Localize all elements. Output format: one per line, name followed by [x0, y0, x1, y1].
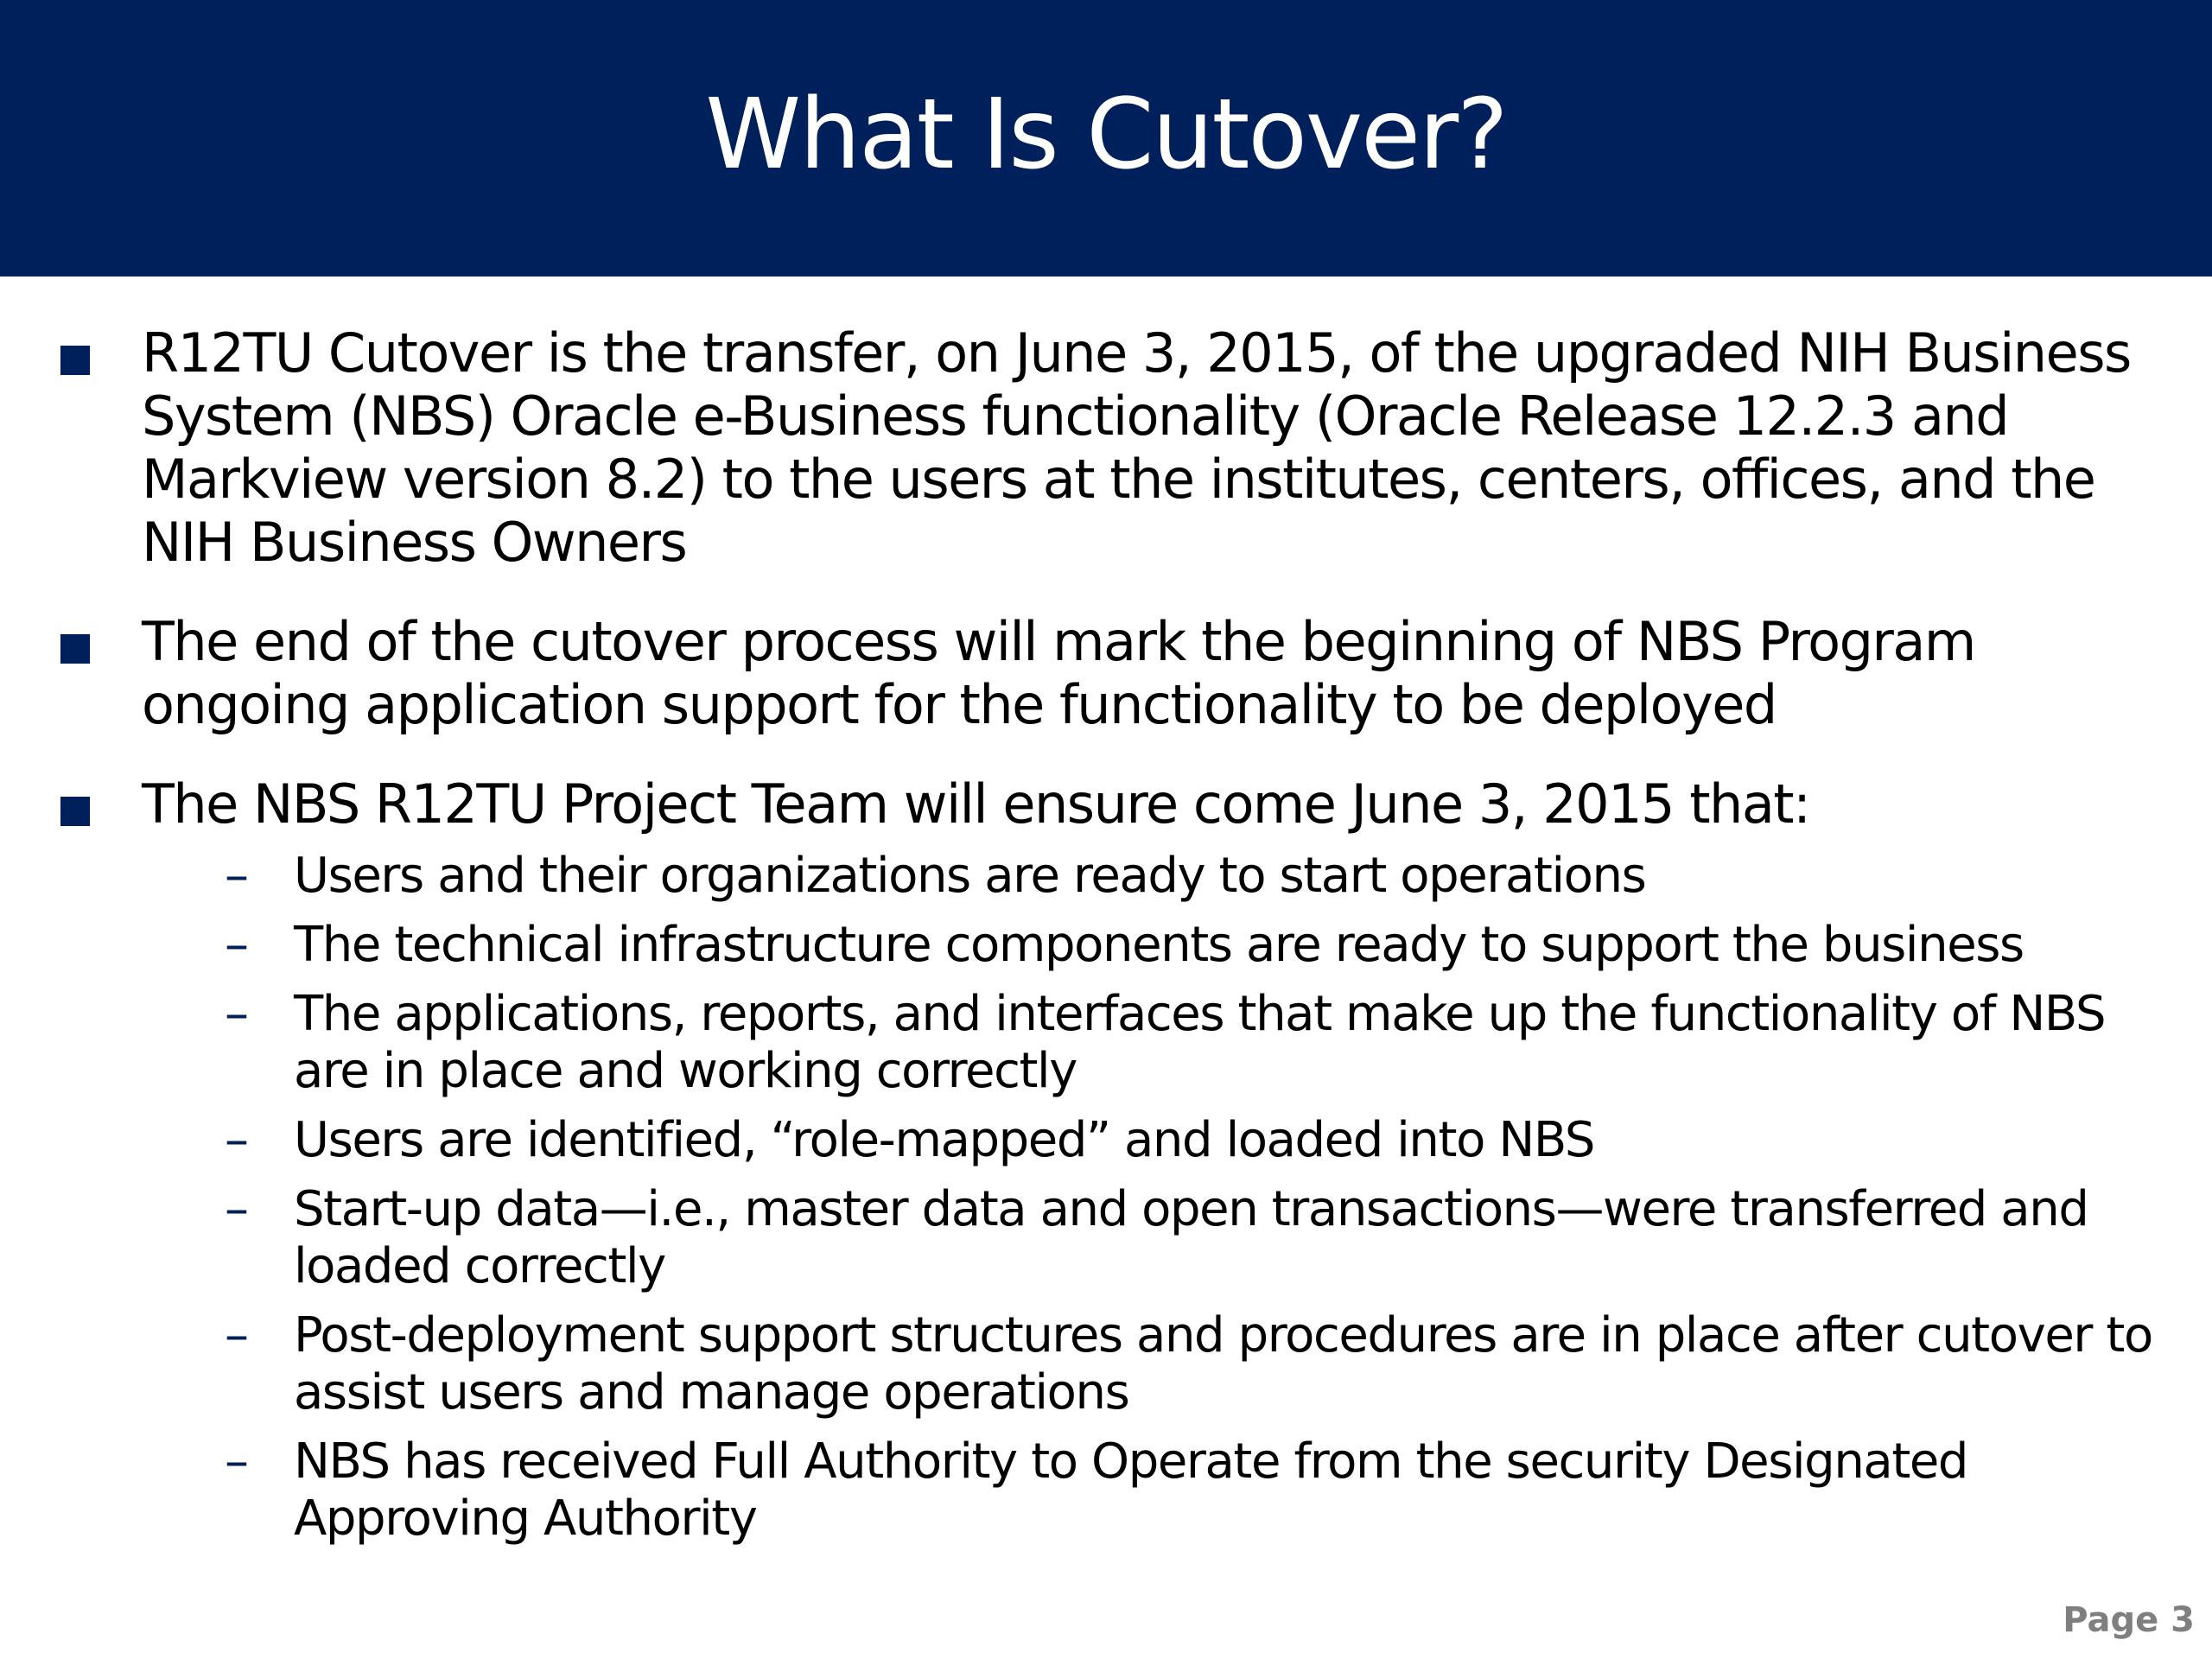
slide-header [0, 0, 2212, 276]
dash-bullet-icon: – [225, 848, 249, 904]
sub-bullet-item [164, 1433, 2169, 1548]
dash-bullet-icon: – [225, 1112, 249, 1168]
sub-bullet-text: Users are identified, “role-mapped” and loaded into NBS [294, 1112, 1595, 1168]
sub-bullet-item [164, 848, 2169, 905]
sub-bullet-item [164, 986, 2169, 1100]
bullet-text: The end of the cutover process will mark the beginning of NBS Program ongoing application support for the functionality to be deployed [142, 610, 1975, 736]
square-bullet-icon [60, 346, 90, 375]
bullet-text: R12TU Cutover is the transfer, on June 3, 2015, of the upgraded NIH Business System (NBS) Oracle e-Business functionality (Oracle Release 12.2.3 and Markview version 8.2) to the users at the institutes, centers, offices, and the NIH Business Owners [142, 321, 2131, 574]
dash-bullet-icon: – [225, 1181, 249, 1237]
slide-content [60, 321, 2169, 1561]
sub-bullet-item [164, 917, 2169, 974]
bullet-item [60, 610, 2169, 736]
bullet-item [60, 772, 2169, 836]
square-bullet-icon [60, 634, 90, 664]
sub-bullet-item [164, 1181, 2169, 1295]
sub-bullet-text: The technical infrastructure components are ready to support the business [294, 917, 2024, 973]
sub-bullet-text: Start-up data—i.e., master data and open transactions—were transferred and loaded correctly [294, 1181, 2088, 1294]
bullet-text: The NBS R12TU Project Team will ensure come June 3, 2015 that: [142, 772, 1810, 836]
bullet-item [60, 321, 2169, 574]
page-number: Page 3 [2063, 1600, 2195, 1640]
sub-bullet-text: Users and their organizations are ready to start operations [294, 848, 1646, 904]
sub-bullet-text: NBS has received Full Authority to Operate from the security Designated Approving Authority [294, 1433, 1968, 1547]
sub-bullet-text: Post-deployment support structures and procedures are in place after cutover to assist users and manage operations [294, 1307, 2152, 1421]
dash-bullet-icon: – [225, 917, 249, 973]
sub-bullet-item [164, 1112, 2169, 1169]
square-bullet-icon [60, 797, 90, 826]
dash-bullet-icon: – [225, 1307, 249, 1363]
dash-bullet-icon: – [225, 1433, 249, 1490]
sub-bullet-text: The applications, reports, and interfaces that make up the functionality of NBS are in place and working correctly [294, 986, 2106, 1099]
sub-bullet-item [164, 1307, 2169, 1421]
sub-bullet-list [164, 848, 2169, 1548]
dash-bullet-icon: – [225, 986, 249, 1042]
slide-title: What Is Cutover? [705, 79, 1507, 191]
